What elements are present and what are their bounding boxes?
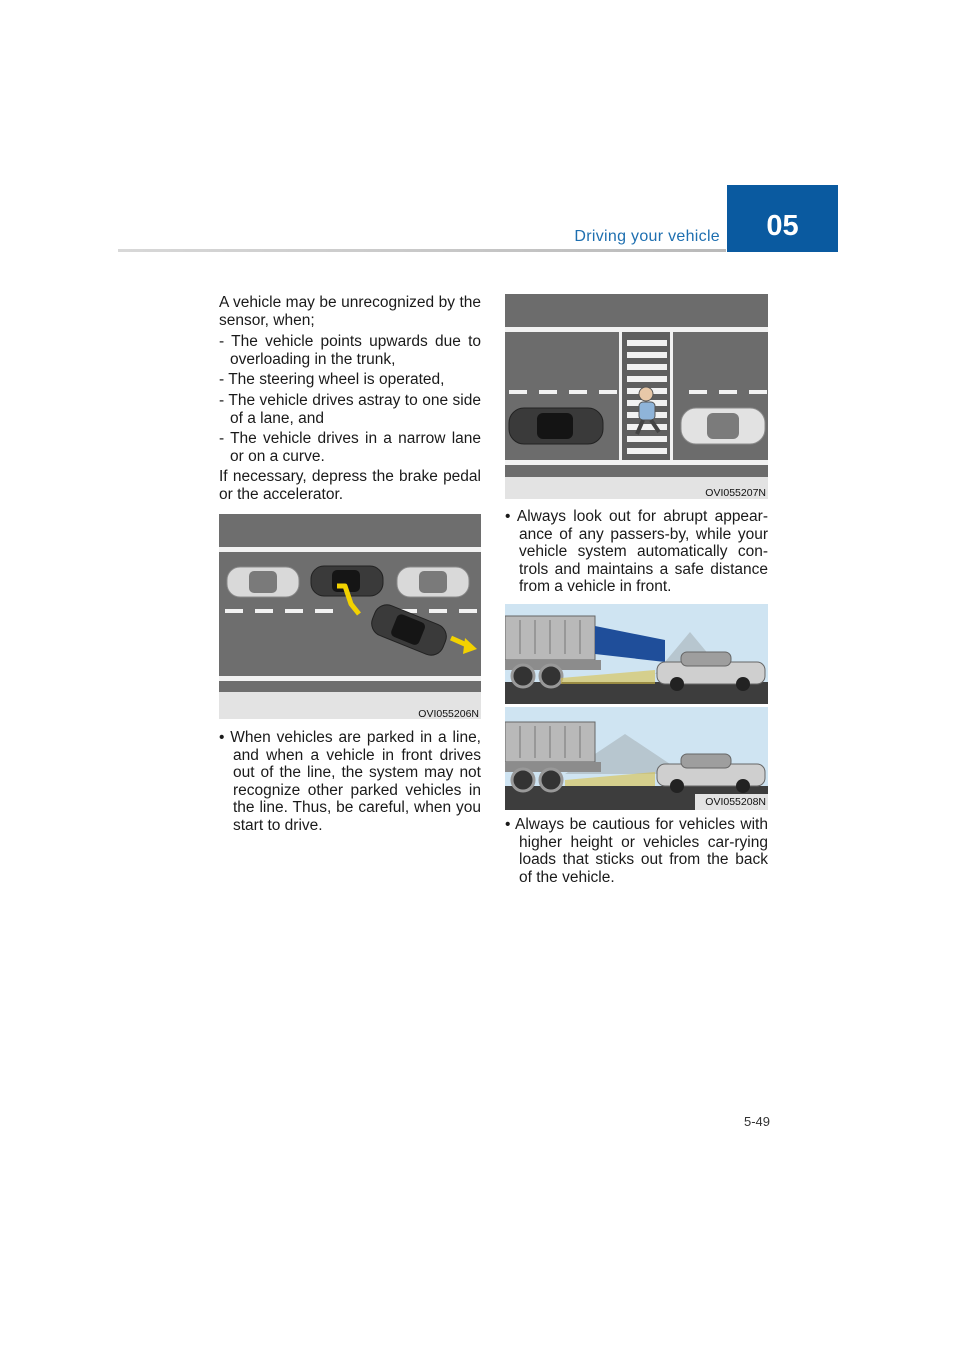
condition-item: - The vehicle drives astray to one side of a lane, and [219,391,481,427]
page-number: 5-49 [743,1114,770,1129]
condition-item: - The vehicle drives in a narrow lane or on a curve. [219,430,481,465]
figure-code: OVI055208N [705,796,766,808]
condition-item: - The steering wheel is operated, [219,371,445,389]
advice-paragraph: If necessary, depress the brake pedal or the accelerator. [219,468,481,503]
bullet-item: • When vehicles are parked in a line, and when a vehicle in front drives out of the line, the system may not recognize other parked vehicles in the line. Thus, be careful, when you start to drive. [219,729,481,834]
figure-code: OVI055206N [418,708,479,720]
right-bullet-block-2 [505,816,768,886]
condition-item: - The vehicle points upwards due to overloading in the trunk, [219,333,481,368]
chapter-number: 05 [766,210,799,242]
car-icon [509,408,603,444]
parked-car-icon [397,567,469,597]
bullet-item: • Always be cautious for vehicles with higher height or vehicles car-rying loads that sticks out from the back of the vehicle. [505,816,768,886]
bullet-item: • Always look out for abrupt appear-ance of any passers-by, while your vehicle system automatically con-trols and maintains a safe distance from a vehicle in front. [505,508,768,596]
figure-code: OVI055207N [705,487,766,499]
right-bullet-block-1 [505,508,768,596]
parked-car-icon [227,567,299,597]
intro-paragraph: A vehicle may be unrecognized by the sensor, when; [219,294,481,329]
figure-high-vehicles [505,604,768,810]
figure-parked-vehicles [219,514,481,719]
left-bullet-block [219,729,481,835]
left-text-block [219,294,481,508]
figure-pedestrian-crossing [505,294,768,499]
header-rule [118,249,726,252]
car-icon [681,408,765,444]
section-title: Driving your vehicle [574,228,720,245]
